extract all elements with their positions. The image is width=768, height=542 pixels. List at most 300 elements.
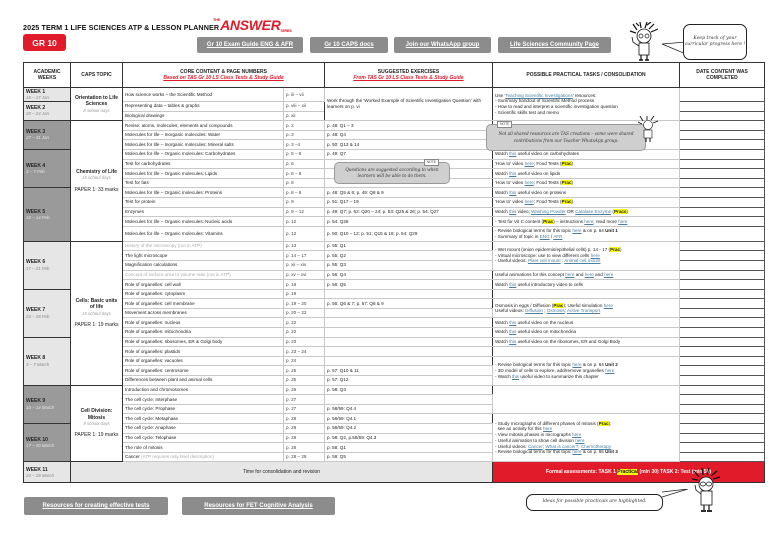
exercises-source[interactable]: From TAS Gr 10 LS Class Texts & Study Guide xyxy=(353,75,464,81)
date-input[interactable] xyxy=(680,414,765,424)
content-cell: The cell cycle: Metaphase xyxy=(123,414,284,424)
content-cell: Role of organelles: centrosome xyxy=(123,366,284,376)
cells-intro-video-link[interactable]: this xyxy=(509,281,517,287)
page-cell: p. 8 xyxy=(284,178,325,188)
exercise-cell: p. 58: Q3 xyxy=(325,385,493,395)
topic-orientation xyxy=(71,88,123,121)
unit1-terms-link[interactable]: here xyxy=(572,227,582,233)
date-input[interactable] xyxy=(680,197,765,207)
week-label: WEEK 8 xyxy=(26,355,46,362)
practical-text: - View mitosis phases in micrographs xyxy=(495,432,571,438)
content-cell: Role of organelles: plastids xyxy=(123,347,284,357)
exercise-cell: p. 50: Q10 – 12; p. 51: Q15 & 16; p. 54: Q29 xyxy=(325,226,493,241)
content-cell: How science works – the Scientific Method xyxy=(123,88,284,102)
page-cell: p. 3 –4 xyxy=(284,140,325,150)
practical-text: see an activity for this xyxy=(497,426,542,432)
note-text: Questions are suggested according to when learners will be able to do them. xyxy=(345,166,439,178)
practical-cell: - Study micrographs of different phases of mitosis (Prac); see an activity for this here - View mitosis phases in micrographs here - Useful animation to show cell division here - Useful videos: Cancer; What is cancer?; Chemotherapy - Revise biological terms for this topic here & on p. 65 Unit 3 xyxy=(493,414,680,462)
exam-guide-button[interactable]: Gr 10 Exam Guide ENG & AFR xyxy=(197,37,303,53)
animation-link-2[interactable]: here xyxy=(584,271,594,277)
col-caps-topic: CAPS TOPIC xyxy=(71,63,123,88)
page-cell: p. 27 xyxy=(284,395,325,405)
date-input[interactable] xyxy=(680,328,765,338)
grade-badge: GR 10 xyxy=(23,34,66,51)
date-input[interactable] xyxy=(680,366,765,376)
content-cell: Role of organelles: cytoplasm xyxy=(123,289,284,299)
date-input[interactable] xyxy=(680,111,765,121)
practical-text: ) xyxy=(571,199,574,205)
page-title: 2025 TERM 1 LIFE SCIENCES ATP & LESSON PLANNER xyxy=(23,23,220,32)
mitochondria-video-link[interactable]: this xyxy=(509,329,517,335)
content-cell: Movement across membranes xyxy=(123,308,284,318)
date-input[interactable] xyxy=(680,260,765,270)
table-row xyxy=(24,226,765,241)
community-page-button[interactable]: Life Sciences Community Page xyxy=(498,37,611,53)
enzymes-video-link[interactable]: this xyxy=(509,208,517,214)
col-practical-tasks: POSSIBLE PRACTICAL TASKS / CONSOLIDATION xyxy=(493,63,680,88)
catalase-enzyme-link[interactable]: Catalase Enzyme xyxy=(575,208,612,214)
week-dates: 20 – 24 Jan xyxy=(26,111,49,117)
page-cell: p. xii – xiv xyxy=(284,260,325,270)
practical-text: ; Food Tests ( xyxy=(533,199,562,205)
practical-text: - Useful videos: xyxy=(495,443,527,449)
carbohydrates-video-link[interactable]: this xyxy=(509,151,517,157)
date-input[interactable] xyxy=(680,337,765,347)
week-label: WEEK 5 xyxy=(26,208,46,215)
micrographs-link[interactable]: here xyxy=(572,432,582,438)
content-cell: The cell cycle: Interphase xyxy=(123,395,284,405)
practical-text: useful video on lipids xyxy=(517,170,561,176)
content-cell: Molecules for life – Organic molecules: Lipids xyxy=(123,169,284,179)
content-cell: The light microscope xyxy=(123,251,284,261)
page-cell: p. 24 xyxy=(284,356,325,366)
exercise-cell: p. 50: Q13 & 14 xyxy=(325,140,493,150)
speech-bubble-bottom: Ideas for possible practicals are highlighted. xyxy=(526,494,663,511)
date-input[interactable] xyxy=(680,207,765,217)
page-cell: p. 19 xyxy=(284,289,325,299)
week-8-cell xyxy=(24,337,71,385)
content-cell: Molecules for life – Inorganic molecules: Mineral salts xyxy=(123,140,284,150)
content-cell: The cell cycle: Telophase xyxy=(123,433,284,443)
chemotherapy-link[interactable]: Chemotherapy xyxy=(580,443,611,449)
exercise-cell: p. 55: Q1 xyxy=(325,241,493,251)
topic-name: Cells: Basic units of life xyxy=(75,298,118,311)
page-cell: p. 28 xyxy=(284,443,325,453)
washing-powder-link[interactable]: Washing Powder xyxy=(531,208,566,214)
content-cell: Role of organelles: cell membrane xyxy=(123,299,284,309)
content-cell: Introduction and chromosomes xyxy=(123,385,284,395)
topic-cells xyxy=(71,241,123,385)
virtual-microscope-link[interactable]: here xyxy=(590,252,600,258)
animation-link-3[interactable]: here xyxy=(604,271,614,277)
date-input[interactable] xyxy=(680,149,765,159)
core-content-source[interactable]: Based on TAS Gr 10 LS Class Texts & Study Guide xyxy=(163,75,284,81)
practical-text: useful video on mitochondria xyxy=(517,329,577,335)
howto-video-link[interactable]: here xyxy=(524,180,534,186)
exercise-cell xyxy=(325,395,493,405)
exercise-cell: p. 58: Q2, p.58/59: Q4.3 xyxy=(325,433,493,443)
date-input[interactable] xyxy=(680,443,765,453)
logo-the: THE xyxy=(213,17,221,22)
exercise-cell: p. 51: Q17 – 19 xyxy=(325,197,493,207)
page-cell: p. 12 xyxy=(284,217,325,227)
core-content-title: CORE CONTENT & PAGE NUMBERS xyxy=(180,68,267,75)
date-input[interactable] xyxy=(680,178,765,188)
content-text: Cancer xyxy=(125,454,140,460)
practical-text: & on p. 64 xyxy=(582,227,604,233)
prac-highlight: Prac xyxy=(610,247,621,252)
page-cell: p. 12 xyxy=(284,226,325,241)
prac-highlight: Prac xyxy=(553,302,564,308)
practical-text: 'How to' video xyxy=(495,180,524,186)
speech-bubble-top: Keep track of your curricular progress here ! xyxy=(683,24,747,60)
col-suggested-exercises xyxy=(325,63,493,88)
col-academic-weeks: ACADEMIC WEEKS xyxy=(24,63,71,88)
exercise-cell: p. 57: Q12 xyxy=(325,376,493,386)
page-cell: p. 3 xyxy=(284,130,325,140)
content-cell: Revise: atoms, molecules, elements and compounds xyxy=(123,121,284,131)
exercise-cell xyxy=(325,337,493,347)
week-dates: 17 – 21 Feb xyxy=(26,265,50,271)
consolidation-cell: Time for consolidation and revision xyxy=(71,462,493,483)
week-9-cell xyxy=(24,385,71,423)
animal-cell-mount-link[interactable]: Animal cell mount xyxy=(564,258,601,264)
exercise-cell: p. 49: Q7; p. 52: Q20 – 24; p. 53: Q25 & 26; p. 54: Q27 xyxy=(325,207,493,217)
summary-eng-link[interactable]: ENG xyxy=(539,233,550,239)
date-input[interactable] xyxy=(680,318,765,328)
date-input[interactable] xyxy=(680,280,765,290)
week-label: WEEK 1 xyxy=(26,88,46,95)
assessment-text: Formal assessments: TASK 1 xyxy=(545,469,616,476)
exercise-cell: p. 58: Q1 xyxy=(325,443,493,453)
page-cell: p. 22 xyxy=(284,328,325,338)
practical-text: Watch xyxy=(495,189,508,195)
table-row xyxy=(24,385,765,395)
exercise-cell: p. 58/59: Q4.4 xyxy=(325,404,493,414)
practical-text: useful video on the nucleus xyxy=(517,319,574,325)
page-cell: p. 25 xyxy=(284,366,325,376)
date-input[interactable] xyxy=(680,140,765,150)
date-input[interactable] xyxy=(680,270,765,280)
exercise-cell: p. 59: Q5 xyxy=(325,452,493,462)
table-row xyxy=(24,289,765,299)
practical-cell xyxy=(493,270,680,280)
week-label: WEEK 3 xyxy=(26,129,46,136)
practical-text: - Summary handout of Scientific Method process xyxy=(495,98,595,104)
practical-cell xyxy=(493,385,680,414)
note-tag: NOTE xyxy=(424,159,439,166)
exercise-cell xyxy=(325,328,493,338)
exercise-cell xyxy=(325,289,493,299)
practical-text: ) xyxy=(571,180,574,186)
page-cell: p. 14 – 17 xyxy=(284,251,325,261)
exercise-cell: p. 48: Q4 xyxy=(325,130,493,140)
content-cell: Representing data – tables & graphs xyxy=(123,102,284,112)
date-input[interactable] xyxy=(680,424,765,434)
content-cell: Role of organelles: cell wall xyxy=(123,280,284,290)
date-input[interactable] xyxy=(680,121,765,131)
effective-tests-button[interactable]: Resources for creating effective tests xyxy=(24,497,168,515)
vitc-instructions-link[interactable]: here xyxy=(584,218,594,224)
practical-text: - Test for Vit C content ( xyxy=(495,218,544,224)
practical-cell xyxy=(493,337,680,347)
table-row xyxy=(24,149,765,159)
page-cell: p. viii – xii xyxy=(284,102,325,112)
osmosis-video-link[interactable]: Osmosis xyxy=(546,308,565,314)
content-cell xyxy=(123,452,284,462)
prac-highlight: Prac xyxy=(598,420,609,426)
content-cell: Molecules for life – Inorganic molecules: Water xyxy=(123,130,284,140)
practical-cell: - Revise biological terms for this topic here & on p. 64 Unit 1 - Summary of topic in ENG / AFR xyxy=(493,226,680,241)
practical-text: Watch xyxy=(495,281,508,287)
howto-video-link[interactable]: here xyxy=(524,199,534,205)
practical-text: - Revise biological terms for this topic xyxy=(495,449,572,455)
practical-text: Use ' xyxy=(495,92,506,98)
week-label: WEEK 2 xyxy=(26,105,46,112)
exercise-cell: p. 56: Q5 xyxy=(325,280,493,290)
nucleus-video-link[interactable]: this xyxy=(509,319,517,325)
content-cell: Test for carbohydrates xyxy=(123,159,284,169)
exercise-cell xyxy=(325,318,493,328)
practical-text: and xyxy=(595,271,603,277)
topic-days: 8 school days xyxy=(83,107,110,113)
content-cell: Role of organelles: ribosomes, ER & Golgi body xyxy=(123,337,284,347)
resources-note xyxy=(486,124,646,151)
cancer-video-link[interactable]: Cancer xyxy=(527,443,543,449)
date-input[interactable] xyxy=(680,289,765,299)
date-input[interactable] xyxy=(680,356,765,366)
exercise-cell xyxy=(325,356,493,366)
exercise-cell: p. 54: Q28 xyxy=(325,217,493,227)
topic-paper-marks: PAPER 1: 19 marks xyxy=(74,432,119,439)
unit2-terms-link[interactable]: here xyxy=(572,362,582,368)
date-input[interactable] xyxy=(680,226,765,241)
date-input[interactable] xyxy=(680,299,765,309)
assessment-text: (min 30) TASK 2: Test (min 50) xyxy=(639,469,712,476)
week-3-cell xyxy=(24,121,71,150)
date-input[interactable] xyxy=(680,395,765,405)
date-input[interactable] xyxy=(680,188,765,198)
what-is-cancer-link[interactable]: What is cancer? xyxy=(545,443,579,449)
date-input[interactable] xyxy=(680,102,765,112)
practical-text: ) – instructions xyxy=(553,218,583,224)
page-cell: p. 6 – 8 xyxy=(284,169,325,179)
simulation-link[interactable]: here xyxy=(603,302,613,308)
practical-cell: - Wet mount (onion epidermis/epithelial cells) p. 14 - 17 (Prac) - Virtual microscope: use to view different cells here - Useful videos: Plant cell mount ; Animal cell mount xyxy=(493,241,680,270)
date-input[interactable] xyxy=(680,433,765,443)
content-cell: History of the microscopy (not in ATP) xyxy=(123,241,284,251)
date-input[interactable] xyxy=(680,452,765,462)
table-row xyxy=(24,197,765,207)
cognitive-analysis-button[interactable]: Resources for FET Cognitive Analysis xyxy=(182,497,335,515)
unit3-terms-link[interactable]: here xyxy=(572,449,582,455)
practical-text: 'How to' video xyxy=(495,160,524,166)
exercise-cell: p. 57: Q10 & 11 xyxy=(325,366,493,376)
table-row xyxy=(24,88,765,102)
practical-text: ' resources: xyxy=(572,92,597,98)
content-cell: Test for fats xyxy=(123,178,284,188)
practical-text: Watch xyxy=(495,170,508,176)
howto-video-link[interactable]: here xyxy=(524,160,534,166)
date-input[interactable] xyxy=(680,217,765,227)
practical-text: Watch xyxy=(495,329,508,335)
page-cell: p. 28 xyxy=(284,424,325,434)
table-row xyxy=(24,347,765,357)
practical-cell: Watch this video; Washing Powder OR Catalase Enzyme (Pracs) xyxy=(493,207,680,217)
page-cell: p. xv – xvi xyxy=(284,270,325,280)
date-input[interactable] xyxy=(680,241,765,251)
practical-text: - Watch xyxy=(495,373,511,379)
caps-docs-button[interactable]: Gr 10 CAPS docs xyxy=(310,37,388,53)
week-6-cell xyxy=(24,241,71,289)
speech-tail-icon xyxy=(662,489,688,499)
week-dates: 3 – 7 March xyxy=(26,361,50,367)
page-cell: p. 13 xyxy=(284,241,325,251)
exercise-cell: p. 58/59: Q4.2 xyxy=(325,424,493,434)
date-input[interactable] xyxy=(680,404,765,414)
practical-text: Watch xyxy=(495,319,508,325)
topic-days: 15 school days xyxy=(82,175,111,181)
practical-cell xyxy=(493,217,680,227)
ribosomes-video-link[interactable]: this xyxy=(509,339,517,345)
week-dates: 24 – 28 Feb xyxy=(26,313,50,319)
practical-text: ); xyxy=(608,420,612,426)
content-cell: Role of organelles: mitochondria xyxy=(123,328,284,338)
cell-division-animation-link[interactable]: here xyxy=(575,437,585,443)
teaching-investigations-link[interactable]: Teaching Scientific Investigations xyxy=(505,92,573,98)
page-cell: p. iii – vii xyxy=(284,88,325,102)
practical-cell xyxy=(493,178,680,188)
topic-chemistry-of-life xyxy=(71,121,123,242)
summary-afr-link[interactable]: AFR xyxy=(553,233,563,239)
practical-text: ; read more xyxy=(593,218,617,224)
practical-text: - Wet mount (onion epidermis/epithelial cells) p. 14 - 17 ( xyxy=(495,247,611,252)
week-dates: 24 – 28 March xyxy=(26,472,55,478)
active-transport-link[interactable]: Active Transport xyxy=(566,308,601,314)
answer-series-logo xyxy=(213,17,292,33)
practical-text: & on p. 65 xyxy=(582,449,604,455)
content-cell: The role of mitosis xyxy=(123,443,284,453)
diffusion-video-link[interactable]: Diffusion xyxy=(525,308,543,314)
col-date-completed: DATE CONTENT WAS COMPLETED xyxy=(680,63,765,88)
practical-text: - 3D model of cells to explore, add/remove organelles xyxy=(495,367,604,373)
practical-text: ; Food Tests ( xyxy=(533,180,562,186)
practical-cell xyxy=(493,356,680,385)
practical-text: ; Food Tests ( xyxy=(533,160,562,166)
practical-text: Useful videos: xyxy=(495,308,524,314)
whatsapp-group-button[interactable]: Join our WhatsApp group xyxy=(394,37,491,53)
table-row xyxy=(24,299,765,309)
prac-highlight: Pracs xyxy=(613,208,627,214)
practical-text: - Revise biological terms for this topic xyxy=(495,227,572,233)
practical-text: OR xyxy=(566,208,574,214)
week-label: WEEK 4 xyxy=(26,162,46,169)
practical-cell xyxy=(493,169,680,179)
date-input[interactable] xyxy=(680,159,765,169)
content-cell: Molecules for life – Organic molecules: Proteins xyxy=(123,188,284,198)
note-tag: NOTE xyxy=(497,121,512,128)
date-input[interactable] xyxy=(680,376,765,386)
page-cell: p. 5 – 6 xyxy=(284,149,325,159)
page-cell: p. 27 xyxy=(284,404,325,414)
content-cell: The cell cycle: Anaphase xyxy=(123,424,284,434)
date-input[interactable] xyxy=(680,88,765,102)
practical-text: - Useful videos: xyxy=(495,258,527,264)
page-cell: p. 9 xyxy=(284,197,325,207)
lipids-video-link[interactable]: this xyxy=(509,170,517,176)
practical-cell xyxy=(493,280,680,290)
week-label: WEEK 10 xyxy=(26,436,48,443)
page-cell: p. 28 xyxy=(284,433,325,443)
mitosis-activity-link[interactable]: here xyxy=(543,426,553,432)
practical-text: 'How to' video xyxy=(495,199,524,205)
week-dates: 15 – 17 Jan xyxy=(26,94,49,100)
week-1-cell xyxy=(24,88,71,102)
date-input[interactable] xyxy=(680,385,765,395)
date-input[interactable] xyxy=(680,130,765,140)
vitc-read-more-link[interactable]: here xyxy=(618,218,628,224)
content-cell: Role of organelles: nucleus xyxy=(123,318,284,328)
proteins-video-link[interactable]: this xyxy=(509,189,517,195)
plant-cell-mount-link[interactable]: Plant cell mount xyxy=(527,258,561,264)
practical-text: Useful animations for this concept xyxy=(495,271,564,277)
date-input[interactable] xyxy=(680,169,765,179)
week-label: WEEK 7 xyxy=(26,307,46,314)
practical-text: useful video on proteins xyxy=(517,189,567,195)
page-cell: p. 9 – 12 xyxy=(284,207,325,217)
topic-days: 9 school days xyxy=(83,420,110,426)
table-row xyxy=(24,270,765,280)
practical-text: Unit 1 xyxy=(605,227,618,233)
page-cell: p. 6 xyxy=(284,159,325,169)
summary-video-link[interactable]: this xyxy=(511,373,520,379)
practical-text: video; xyxy=(517,208,530,214)
animation-link-1[interactable]: here xyxy=(565,271,575,277)
content-cell: Differences between plant and animal cells xyxy=(123,376,284,386)
3d-model-link[interactable]: here xyxy=(605,367,615,373)
practical-cell xyxy=(493,318,680,328)
practical-text: - Study micrographs of different phases of mitosis ( xyxy=(495,420,599,426)
week-dates: 10 – 14 Feb xyxy=(26,214,50,220)
table-row xyxy=(24,241,765,251)
page-cell: p. xii xyxy=(284,111,325,121)
week-4-cell xyxy=(24,149,71,187)
week-label: WEEK 11 xyxy=(26,466,48,473)
scientist-mascot-small-icon xyxy=(638,116,658,144)
practical-text: useful video to summarize this chapter xyxy=(520,373,599,379)
week-7-cell xyxy=(24,289,71,337)
page-cell: p. 23 xyxy=(284,337,325,347)
col-core-content xyxy=(123,63,325,88)
content-cell: Concept of surface area to volume ratio (not in ATP) xyxy=(123,270,284,280)
content-cell: Molecules for life – Organic molecules: Nucleic acids xyxy=(123,217,284,227)
exercise-cell xyxy=(325,308,493,318)
page-cell: p. 26 xyxy=(284,385,325,395)
practical-cell xyxy=(493,159,680,169)
date-input[interactable] xyxy=(680,251,765,261)
logo-text: ANSWER xyxy=(220,17,281,33)
scientist-mascot-icon xyxy=(690,468,724,514)
date-input[interactable] xyxy=(680,308,765,318)
practical-text: Osmosis in eggs / Diffusion ( xyxy=(495,302,554,308)
exercise-cell: p. 55: Q3 xyxy=(325,260,493,270)
page-cell: p. 22 xyxy=(284,318,325,328)
page-cell: p. 8 – 9 xyxy=(284,188,325,198)
date-input[interactable] xyxy=(680,347,765,357)
practical-cell: Osmosis in eggs / Diffusion (Prac); Useful simulation here Useful videos: Diffusion ; Osmosis; Active Transport xyxy=(493,299,680,318)
table-row xyxy=(24,462,765,483)
practical-text: useful video on the ribosomes, ER and Golgi Body xyxy=(517,339,621,345)
